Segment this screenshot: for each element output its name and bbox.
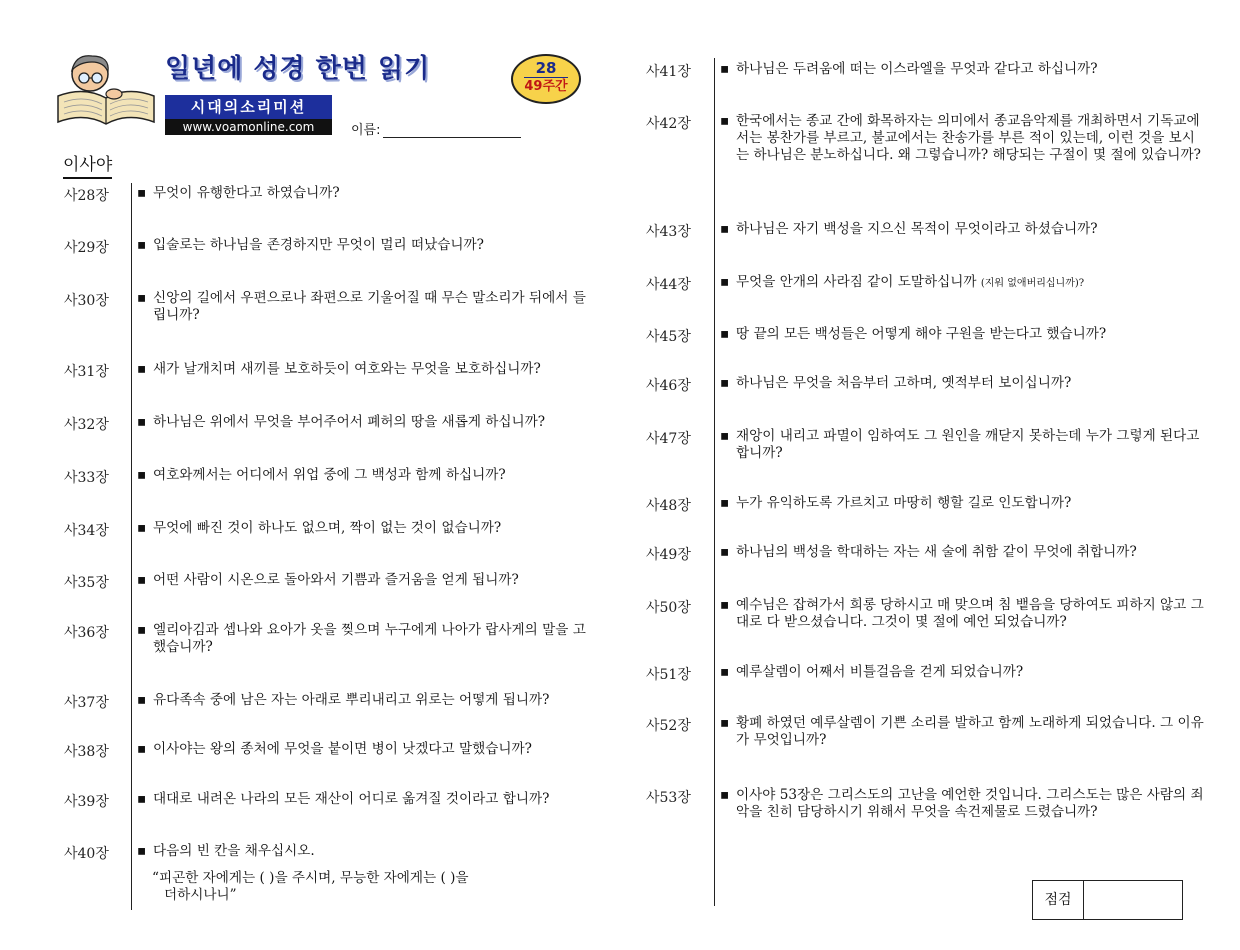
chapter-label: 사29장 — [64, 240, 109, 256]
question-item — [137, 741, 592, 758]
chapter-label: 사40장 — [64, 846, 109, 862]
badge-week: 49주간 — [524, 79, 568, 94]
bullet-icon: ▪ — [720, 113, 730, 129]
question-text: 하나님은 자기 백성을 지으신 목적이 무엇이라고 하셨습니까? — [736, 221, 1098, 237]
bullet-icon: ▪ — [720, 544, 730, 560]
bullet-icon: ▪ — [137, 791, 147, 807]
question-text: 여호와께서는 어디에서 위업 중에 그 백성과 함께 하십니까? — [153, 467, 506, 483]
question-text: 땅 끝의 모든 백성들은 어떻게 해야 구원을 받는다고 했습니까? — [736, 326, 1107, 342]
bullet-icon: ▪ — [137, 414, 147, 430]
question-text: 무엇에 빠진 것이 하나도 없으며, 짝이 없는 것이 없습니까? — [153, 520, 502, 536]
question-item — [137, 520, 592, 537]
check-label: 점검 — [1033, 881, 1084, 919]
bullet-icon: ▪ — [720, 495, 730, 511]
question-item — [720, 221, 1204, 238]
question-item — [720, 113, 1204, 164]
quote-line-1: “피곤한 자에게는 ( )을 주시며, 무능한 자에게는 ( )을 — [152, 870, 469, 886]
bullet-icon: ▪ — [137, 361, 147, 377]
bullet-icon: ▪ — [720, 221, 730, 237]
bullet-icon: ▪ — [137, 237, 147, 253]
chapter-label: 사39장 — [64, 794, 109, 810]
chapter-label: 사28장 — [64, 188, 109, 204]
page-title: 일년에 성경 한번 읽기 — [165, 54, 431, 84]
question-item — [137, 185, 592, 202]
chapter-label: 사33장 — [64, 470, 109, 486]
fill-in-blank-quote — [152, 870, 592, 904]
question-text: 하나님은 무엇을 처음부터 고하며, 옛적부터 보이십니까? — [736, 375, 1072, 391]
question-item — [137, 414, 592, 431]
chapter-label: 사35장 — [64, 575, 109, 591]
chapter-label: 사48장 — [646, 498, 691, 514]
chapter-label: 사43장 — [646, 224, 691, 240]
check-box[interactable] — [1032, 880, 1183, 920]
chapter-label: 사41장 — [646, 64, 691, 80]
question-item — [720, 715, 1204, 749]
question-text: 유다족속 중에 남은 자는 아래로 뿌리내리고 위로는 어떻게 됩니까? — [153, 692, 550, 708]
chapter-label: 사37장 — [64, 695, 109, 711]
book-name: 이사야 — [63, 150, 112, 179]
question-item — [137, 843, 592, 860]
brand-url[interactable]: www.voamonline.com — [165, 119, 332, 135]
bullet-icon: ▪ — [137, 622, 147, 638]
reader-illustration — [54, 52, 158, 126]
question-text: 황폐 하였던 예루살렘이 기쁜 소리를 발하고 함께 노래하게 되었습니다. 그 이유가 무엇입니까? — [736, 715, 1204, 748]
question-item — [720, 495, 1204, 512]
bullet-icon: ▪ — [137, 467, 147, 483]
bullet-icon: ▪ — [720, 61, 730, 77]
brand-block — [165, 95, 332, 135]
question-item — [720, 61, 1204, 78]
bullet-icon: ▪ — [137, 843, 147, 859]
question-text: 어떤 사람이 시온으로 돌아와서 기쁨과 즐거움을 얻게 됩니까? — [153, 572, 519, 588]
bullet-icon: ▪ — [720, 375, 730, 391]
question-text — [736, 274, 1204, 292]
bullet-icon: ▪ — [720, 787, 730, 803]
question-text: 엘리아김과 셉나와 요아가 옷을 찢으며 누구에게 나아가 랍사게의 말을 고했습니까? — [153, 622, 586, 655]
question-item — [137, 622, 592, 656]
question-text: 신앙의 길에서 우편으로나 좌편으로 기울어질 때 무슨 말소리가 뒤에서 들립니까? — [153, 290, 586, 323]
question-item — [137, 791, 597, 808]
question-text: 이사야 53장은 그리스도의 고난을 예언한 것입니다. 그리스도는 많은 사람의 죄악을 친히 담당하시기 위해서 무엇을 속건제물로 드렸습니까? — [736, 787, 1204, 820]
bullet-icon: ▪ — [137, 741, 147, 757]
question-item — [720, 375, 1204, 392]
question-item — [137, 572, 592, 589]
chapter-label: 사46장 — [646, 378, 691, 394]
bullet-icon: ▪ — [137, 520, 147, 536]
question-item — [720, 544, 1204, 561]
question-item — [137, 290, 592, 324]
question-text: 예루살렘이 어째서 비틀걸음을 걷게 되었습니까? — [736, 664, 1024, 680]
name-field[interactable] — [351, 119, 521, 138]
question-item — [720, 274, 1204, 292]
question-text: 재앙이 내리고 파멸이 임하여도 그 원인을 깨닫지 못하는데 누가 그렇게 된다고 합니까? — [736, 428, 1200, 461]
chapter-label: 사50장 — [646, 600, 691, 616]
question-text: 새가 날개치며 새끼를 보호하듯이 여호와는 무엇을 보호하십니까? — [153, 361, 541, 377]
bullet-icon: ▪ — [720, 597, 730, 613]
question-text: 이사야는 왕의 종처에 무엇을 붙이면 병이 낫겠다고 말했습니까? — [153, 741, 532, 757]
question-text: 하나님의 백성을 학대하는 자는 새 술에 취함 같이 무엇에 취합니까? — [736, 544, 1137, 560]
question-text: 무엇이 유행한다고 하였습니까? — [153, 185, 340, 201]
name-label: 이름: — [351, 123, 381, 138]
chapter-label: 사38장 — [64, 744, 109, 760]
chapter-label: 사32장 — [64, 417, 109, 433]
bullet-icon: ▪ — [720, 428, 730, 444]
question-text: 하나님은 위에서 무엇을 부어주어서 폐허의 땅을 새롭게 하십니까? — [153, 414, 546, 430]
question-item — [137, 692, 597, 709]
question-text: 대대로 내려온 나라의 모든 재산이 어디로 옮겨질 것이라고 합니까? — [153, 791, 550, 807]
chapter-label: 사47장 — [646, 431, 691, 447]
bullet-icon: ▪ — [137, 290, 147, 306]
bullet-icon: ▪ — [137, 572, 147, 588]
chapter-label: 사44장 — [646, 277, 691, 293]
question-item — [720, 597, 1204, 631]
chapter-label: 사31장 — [64, 364, 109, 380]
question-text: 입술로는 하나님을 존경하지만 무엇이 멀리 떠났습니까? — [153, 237, 484, 253]
question-item — [137, 361, 592, 378]
badge-divider — [524, 77, 568, 78]
question-text: 다음의 빈 칸을 채우십시오. — [153, 843, 315, 859]
chapter-label: 사53장 — [646, 790, 691, 806]
bullet-icon: ▪ — [720, 664, 730, 680]
question-item — [137, 237, 592, 254]
badge-number: 28 — [535, 59, 557, 77]
brand-name: 시대의소리미션 — [165, 95, 332, 119]
question-note: (지워 없애버리십니까)? — [980, 278, 1085, 289]
bullet-icon: ▪ — [720, 715, 730, 731]
chapter-label: 사45장 — [646, 329, 691, 345]
question-text: 누가 유익하도록 가르치고 마땅히 행할 길로 인도합니까? — [736, 495, 1072, 511]
bullet-icon: ▪ — [137, 692, 147, 708]
chapter-label: 사42장 — [646, 116, 691, 132]
quote-line-2: 더하시나니” — [164, 887, 237, 903]
question-text: 예수님은 잡혀가서 희롱 당하시고 매 맞으며 침 뱉음을 당하여도 피하지 않고 그대로 다 받으셨습니다. 그것이 몇 절에 예언 되었습니까? — [736, 597, 1204, 630]
name-underline[interactable] — [383, 123, 521, 138]
bullet-icon: ▪ — [720, 274, 730, 290]
chapter-label: 사51장 — [646, 667, 691, 683]
bullet-icon: ▪ — [720, 326, 730, 342]
chapter-label: 사49장 — [646, 547, 691, 563]
right-column-rule — [714, 58, 715, 906]
question-item — [137, 467, 592, 484]
chapter-label: 사52장 — [646, 718, 691, 734]
week-badge — [511, 54, 581, 104]
left-column-rule — [131, 183, 132, 910]
question-item — [720, 664, 1204, 681]
chapter-label: 사34장 — [64, 523, 109, 539]
question-item — [720, 326, 1204, 343]
chapter-label: 사30장 — [64, 293, 109, 309]
question-text: 한국에서는 종교 간에 화목하자는 의미에서 종교음악제를 개최하면서 기독교에서는 봉찬가를 부르고, 불교에서는 찬송가를 부른 적이 있는데, 이런 것을 보시는 하나님은 분노하십니다. 왜 그렇습니까? 해당되는 구절이 몇 절에 있습니까? — [736, 113, 1201, 163]
question-item — [720, 787, 1204, 821]
chapter-label: 사36장 — [64, 625, 109, 641]
question-main-text: 무엇을 안개의 사라짐 같이 도말하십니까 — [736, 274, 981, 290]
question-text: 하나님은 두려움에 떠는 이스라엘을 무엇과 같다고 하십니까? — [736, 61, 1098, 77]
question-item — [720, 428, 1204, 462]
bullet-icon: ▪ — [137, 185, 147, 201]
